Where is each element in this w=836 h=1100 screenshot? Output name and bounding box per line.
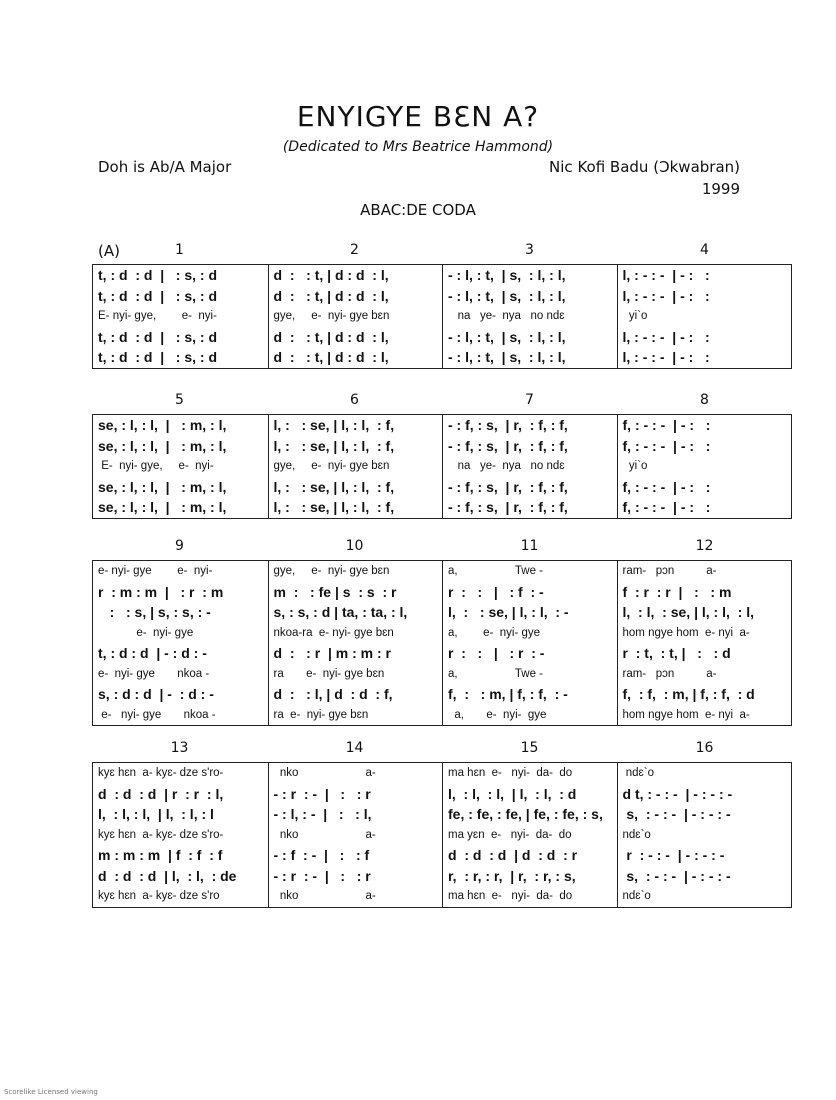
lyric-line: nko a- bbox=[273, 767, 376, 779]
notation-line: f, : - : - | - : : bbox=[622, 499, 711, 515]
notation-line: fe, : fe, : fe, | fe, : fe, : s, bbox=[448, 806, 603, 822]
notation-line: l, : : se, | l, : l, : f, bbox=[273, 499, 395, 515]
bar-number: 14 bbox=[345, 740, 364, 756]
lyric-line: hom ngye hom e- nyi a- bbox=[622, 626, 750, 639]
notation-line: - : r : - | : : r bbox=[273, 785, 371, 802]
notation-line: m : : fe | s : s : r bbox=[273, 583, 397, 600]
notation-line: d : : l, | d : d : f, bbox=[273, 686, 393, 702]
notation-line: r : : | : f : - bbox=[448, 583, 544, 600]
score-system bbox=[92, 392, 792, 519]
sol-fa-staff bbox=[92, 414, 792, 519]
measure bbox=[442, 415, 617, 518]
notation-line: f : r : r | : : m bbox=[622, 583, 732, 600]
measure bbox=[617, 763, 792, 907]
lyric-line: ndɛ`o bbox=[622, 828, 651, 841]
sol-fa-staff bbox=[92, 560, 792, 726]
notation-line: se, : l, : l, | : m, : l, bbox=[98, 478, 227, 495]
notation-line: - : f, : s, | r, : f, : f, bbox=[448, 417, 568, 433]
measure bbox=[442, 561, 617, 725]
lyric-line: kyɛ hɛn a- kyɛ- dze s'ro- bbox=[98, 767, 224, 779]
notation-line: f, : - : - | - : : bbox=[622, 437, 711, 454]
notation-line: d : d : d | r : r : l, bbox=[98, 785, 224, 802]
bar-number: 16 bbox=[695, 740, 714, 756]
dedication: (Dedicated to Mrs Beatrice Hammond) bbox=[282, 139, 554, 155]
notation-line: - : f, : s, | r, : f, : f, bbox=[448, 499, 568, 515]
notation-line: r : - : - | - : - : - bbox=[622, 847, 725, 863]
lyric-line: gye, e- nyi- gye bɛn bbox=[273, 310, 390, 322]
bar-number: 11 bbox=[520, 538, 539, 554]
lyric-line: ma yɛn e- nyi- da- do bbox=[448, 828, 572, 841]
measure bbox=[93, 763, 268, 907]
year: 1999 bbox=[701, 180, 740, 198]
lyric-line: ra e- nyi- gye bɛn bbox=[273, 667, 385, 680]
section-marker: (A) bbox=[98, 242, 120, 260]
footer-note: Scorelike Licensed viewing bbox=[4, 1088, 98, 1096]
lyric-line: e- nyi- gye nkoa - bbox=[98, 667, 210, 680]
notation-line: t, : d : d | : s, : d bbox=[98, 349, 218, 365]
notation-line: l, : : se, | l, : l, : f, bbox=[273, 417, 395, 433]
measure bbox=[442, 265, 617, 368]
bar-number: 9 bbox=[175, 538, 184, 554]
bar-number: 15 bbox=[520, 740, 539, 756]
lyric-line: E- nyi- gye, e- nyi- bbox=[98, 310, 217, 322]
lyric-line: na ye- nya no ndɛ bbox=[448, 310, 565, 322]
lyric-line: nko a- bbox=[273, 828, 376, 841]
lyric-line: gye, e- nyi- gye bɛn bbox=[273, 565, 390, 577]
notation-line: - : l, : t, | s, : l, : l, bbox=[448, 267, 566, 283]
measure bbox=[268, 763, 443, 907]
notation-line: - : f : - | : : f bbox=[273, 847, 370, 863]
notation-line: se, : l, : l, | : m, : l, bbox=[98, 499, 227, 515]
bar-number: 2 bbox=[350, 242, 359, 258]
notation-line: r, : r, : r, | r, : r, : s, bbox=[448, 867, 576, 884]
bar-numbers bbox=[92, 242, 792, 264]
notation-line: - : f, : s, | r, : f, : f, bbox=[448, 437, 568, 454]
lyric-line: e- nyi- gye bbox=[98, 626, 194, 639]
lyric-line: E- nyi- gye, e- nyi- bbox=[98, 460, 214, 472]
bar-number: 3 bbox=[525, 242, 534, 258]
key-signature: Doh is Ab/A Major bbox=[98, 158, 232, 176]
lyric-line: e- nyi- gye e- nyi- bbox=[98, 565, 213, 577]
lyric-line: e- nyi- gye nkoa - bbox=[98, 708, 216, 721]
notation-line: d : : t, | d : d : l, bbox=[273, 287, 389, 304]
measure bbox=[93, 265, 268, 368]
notation-line: l, : - : - | - : : bbox=[622, 328, 710, 345]
notation-line: d : : t, | d : d : l, bbox=[273, 349, 389, 365]
lyric-line: ma hɛn e- nyi- da- do bbox=[448, 767, 573, 779]
notation-line: se, : l, : l, | : m, : l, bbox=[98, 437, 227, 454]
notation-line: d : : t, | d : d : l, bbox=[273, 267, 389, 283]
notation-line: l, : - : - | - : : bbox=[622, 287, 710, 304]
notation-line: d : : r | m : m : r bbox=[273, 645, 391, 661]
notation-line: r : m : m | : r : m bbox=[98, 583, 224, 600]
lyric-line: a, e- nyi- gye bbox=[448, 708, 547, 721]
sol-fa-staff bbox=[92, 762, 792, 908]
notation-line: - : l, : t, | s, : l, : l, bbox=[448, 328, 566, 345]
notation-line: se, : l, : l, | : m, : l, bbox=[98, 417, 227, 433]
lyric-line: ra e- nyi- gye bɛn bbox=[273, 708, 369, 721]
composer: Nic Kofi Badu (Ɔkwabran) bbox=[549, 158, 740, 176]
measure bbox=[617, 415, 792, 518]
musical-form: ABAC:DE CODA bbox=[360, 201, 476, 219]
lyric-line: yi`o bbox=[622, 310, 648, 322]
notation-line: s, : d : d | - : d : - bbox=[98, 686, 214, 702]
sol-fa-staff bbox=[92, 264, 792, 369]
bar-number: 1 bbox=[175, 242, 184, 258]
notation-line: d : d : d | l, : l, : de bbox=[98, 867, 237, 884]
lyric-line: yi`o bbox=[622, 460, 648, 472]
notation-line: l, : - : - | - : : bbox=[622, 267, 710, 283]
notation-line: : : s, | s, : s, : - bbox=[98, 604, 211, 620]
measure bbox=[617, 561, 792, 725]
bar-number: 8 bbox=[700, 392, 709, 408]
notation-line: - : l, : t, | s, : l, : l, bbox=[448, 287, 566, 304]
notation-line: s, : - : - | - : - : - bbox=[622, 806, 731, 822]
lyric-line: hom ngye hom e- nyi a- bbox=[622, 708, 750, 721]
notation-line: l, : l, : l, | l, : l, : l bbox=[98, 806, 214, 822]
lyric-line: ram- pɔn a- bbox=[622, 565, 717, 577]
notation-line: r : t, : t, | : : d bbox=[622, 645, 731, 661]
bar-number: 13 bbox=[170, 740, 189, 756]
notation-line: t, : d : d | : s, : d bbox=[98, 328, 218, 345]
notation-line: f, : - : - | - : : bbox=[622, 478, 711, 495]
bar-number: 12 bbox=[695, 538, 714, 554]
lyric-line: ndɛ`o bbox=[622, 767, 654, 779]
notation-line: t, : d : d | : s, : d bbox=[98, 267, 218, 283]
lyric-line: ram- pɔn a- bbox=[622, 667, 717, 680]
notation-line: d t, : - : - | - : - : - bbox=[622, 785, 733, 802]
measure bbox=[617, 265, 792, 368]
notation-line: - : f, : s, | r, : f, : f, bbox=[448, 478, 568, 495]
score-system bbox=[92, 242, 792, 369]
notation-line: t, : d : d | : s, : d bbox=[98, 287, 218, 304]
notation-line: f, : f, : m, | f, : f, : d bbox=[622, 686, 755, 702]
measure bbox=[268, 265, 443, 368]
notation-line: d : : t, | d : d : l, bbox=[273, 328, 389, 345]
bar-number: 10 bbox=[345, 538, 364, 554]
bar-number: 5 bbox=[175, 392, 184, 408]
lyric-line: gye, e- nyi- gye bɛn bbox=[273, 460, 390, 472]
notation-line: - : l, : - | : : l, bbox=[273, 806, 372, 822]
notation-line: l, : l, : l, | l, : l, : d bbox=[448, 785, 577, 802]
lyric-line: na ye- nya no ndɛ bbox=[448, 460, 565, 472]
lyric-line: nkoa-ra e- nyi- gye bɛn bbox=[273, 626, 394, 639]
notation-line: m : m : m | f : f : f bbox=[98, 847, 223, 863]
notation-line: l, : : se, | l, : l, : f, bbox=[273, 478, 395, 495]
bar-numbers bbox=[92, 538, 792, 560]
notation-line: r : : | : r : - bbox=[448, 645, 545, 661]
notation-line: f, : : m, | f, : f, : - bbox=[448, 686, 568, 702]
measure bbox=[268, 415, 443, 518]
score-system bbox=[92, 538, 792, 726]
notation-line: t, : d : d | - : d : - bbox=[98, 645, 207, 661]
lyric-line: nko a- bbox=[273, 890, 376, 902]
measure bbox=[442, 763, 617, 907]
score-system bbox=[92, 740, 792, 908]
notation-line: s, : - : - | - : - : - bbox=[622, 867, 731, 884]
lyric-line: a, Twe - bbox=[448, 667, 544, 680]
notation-line: l, : l, : se, | l, : l, : l, bbox=[622, 604, 754, 620]
notation-line: l, : - : - | - : : bbox=[622, 349, 710, 365]
notation-line: l, : : se, | l, : l, : - bbox=[448, 604, 569, 620]
lyric-line: a, Twe - bbox=[448, 565, 544, 577]
bar-number: 7 bbox=[525, 392, 534, 408]
notation-line: d : d : d | d : d : r bbox=[448, 847, 578, 863]
bar-number: 4 bbox=[700, 242, 709, 258]
measure bbox=[268, 561, 443, 725]
measure bbox=[93, 415, 268, 518]
notation-line: - : r : - | : : r bbox=[273, 867, 371, 884]
lyric-line: kyɛ hɛn a- kyɛ- dze s'ro- bbox=[98, 828, 224, 841]
lyric-line: ndɛ`o bbox=[622, 890, 651, 902]
bar-numbers bbox=[92, 392, 792, 414]
lyric-line: kyɛ hɛn a- kyɛ- dze s'ro bbox=[98, 890, 220, 902]
notation-line: s, : s, : d | ta, : ta, : l, bbox=[273, 604, 408, 620]
page-title: ENYIGYE BƐN A? bbox=[296, 100, 540, 133]
notation-line: l, : : se, | l, : l, : f, bbox=[273, 437, 395, 454]
notation-line: f, : - : - | - : : bbox=[622, 417, 711, 433]
measure bbox=[93, 561, 268, 725]
lyric-line: a, e- nyi- gye bbox=[448, 626, 541, 639]
bar-numbers bbox=[92, 740, 792, 762]
notation-line: - : l, : t, | s, : l, : l, bbox=[448, 349, 566, 365]
lyric-line: ma hɛn e- nyi- da- do bbox=[448, 890, 573, 902]
bar-number: 6 bbox=[350, 392, 359, 408]
